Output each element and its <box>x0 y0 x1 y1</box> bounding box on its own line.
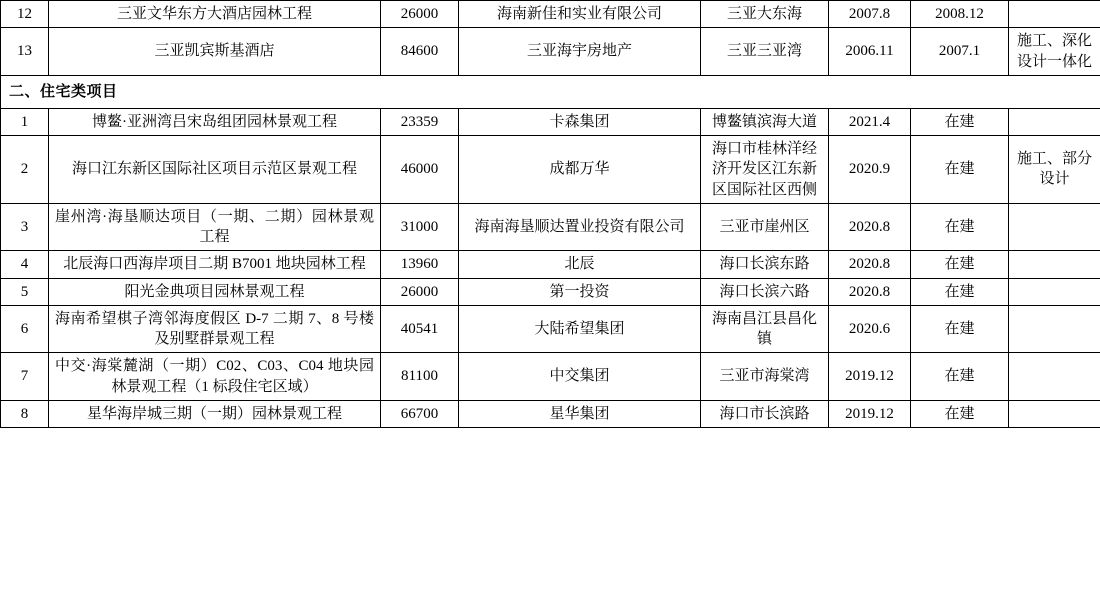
cell-project-name: 海南希望棋子湾邻海度假区 D-7 二期 7、8 号楼及别墅群景观工程 <box>49 305 381 353</box>
cell-area: 66700 <box>381 400 459 427</box>
cell-owner: 三亚海宇房地产 <box>459 28 701 76</box>
cell-project-name: 博鳌·亚洲湾吕宋岛组团园林景观工程 <box>49 108 381 135</box>
cell-start-date: 2020.8 <box>829 278 911 305</box>
cell-end-date: 2007.1 <box>911 28 1009 76</box>
cell-location: 海南昌江县昌化镇 <box>701 305 829 353</box>
cell-area: 26000 <box>381 1 459 28</box>
table-row <box>1 400 1100 427</box>
cell-area: 46000 <box>381 136 459 204</box>
cell-end-date: 在建 <box>911 278 1009 305</box>
cell-end-date: 在建 <box>911 203 1009 251</box>
cell-end-date: 在建 <box>911 400 1009 427</box>
cell-start-date: 2019.12 <box>829 353 911 401</box>
cell-owner: 中交集团 <box>459 353 701 401</box>
table-row <box>1 1 1100 28</box>
cell-area: 31000 <box>381 203 459 251</box>
cell-owner: 北辰 <box>459 251 701 278</box>
cell-owner: 大陆希望集团 <box>459 305 701 353</box>
cell-note <box>1009 251 1100 278</box>
cell-note <box>1009 203 1100 251</box>
cell-area: 84600 <box>381 28 459 76</box>
cell-note <box>1009 400 1100 427</box>
table-row <box>1 203 1100 251</box>
table-section-row <box>1 75 1100 108</box>
cell-project-name: 三亚凯宾斯基酒店 <box>49 28 381 76</box>
table-row <box>1 251 1100 278</box>
table-row <box>1 108 1100 135</box>
cell-start-date: 2007.8 <box>829 1 911 28</box>
cell-start-date: 2020.8 <box>829 203 911 251</box>
cell-note <box>1009 1 1100 28</box>
cell-location: 三亚市崖州区 <box>701 203 829 251</box>
cell-end-date: 在建 <box>911 353 1009 401</box>
cell-end-date: 2008.12 <box>911 1 1009 28</box>
cell-end-date: 在建 <box>911 251 1009 278</box>
table-row <box>1 136 1100 204</box>
section-heading: 二、住宅类项目 <box>1 75 1100 108</box>
cell-start-date: 2020.8 <box>829 251 911 278</box>
cell-note <box>1009 353 1100 401</box>
cell-area: 40541 <box>381 305 459 353</box>
cell-start-date: 2006.11 <box>829 28 911 76</box>
cell-note: 施工、部分设计 <box>1009 136 1100 204</box>
cell-owner: 海南新佳和实业有限公司 <box>459 1 701 28</box>
cell-project-name: 星华海岸城三期（一期）园林景观工程 <box>49 400 381 427</box>
cell-index: 4 <box>1 251 49 278</box>
cell-index: 12 <box>1 1 49 28</box>
cell-end-date: 在建 <box>911 108 1009 135</box>
cell-project-name: 中交·海棠麓湖（一期）C02、C03、C04 地块园林景观工程（1 标段住宅区域） <box>49 353 381 401</box>
cell-index: 1 <box>1 108 49 135</box>
cell-location: 海口市长滨路 <box>701 400 829 427</box>
table-row <box>1 278 1100 305</box>
cell-owner: 成都万华 <box>459 136 701 204</box>
cell-start-date: 2021.4 <box>829 108 911 135</box>
cell-owner: 第一投资 <box>459 278 701 305</box>
cell-index: 13 <box>1 28 49 76</box>
cell-start-date: 2020.6 <box>829 305 911 353</box>
cell-project-name: 崖州湾·海垦顺达项目（一期、二期）园林景观工程 <box>49 203 381 251</box>
cell-end-date: 在建 <box>911 136 1009 204</box>
cell-owner: 星华集团 <box>459 400 701 427</box>
project-table-body <box>1 1 1100 428</box>
table-row <box>1 305 1100 353</box>
table-row <box>1 28 1100 76</box>
cell-index: 3 <box>1 203 49 251</box>
cell-start-date: 2020.9 <box>829 136 911 204</box>
cell-location: 三亚三亚湾 <box>701 28 829 76</box>
cell-project-name: 阳光金典项目园林景观工程 <box>49 278 381 305</box>
cell-area: 23359 <box>381 108 459 135</box>
table-row <box>1 353 1100 401</box>
cell-note <box>1009 305 1100 353</box>
cell-project-name: 北辰海口西海岸项目二期 B7001 地块园林工程 <box>49 251 381 278</box>
cell-location: 海口长滨东路 <box>701 251 829 278</box>
cell-index: 5 <box>1 278 49 305</box>
cell-owner: 卡森集团 <box>459 108 701 135</box>
cell-project-name: 海口江东新区国际社区项目示范区景观工程 <box>49 136 381 204</box>
cell-location: 三亚大东海 <box>701 1 829 28</box>
cell-index: 2 <box>1 136 49 204</box>
cell-location: 博鳌镇滨海大道 <box>701 108 829 135</box>
cell-project-name: 三亚文华东方大酒店园林工程 <box>49 1 381 28</box>
cell-index: 6 <box>1 305 49 353</box>
cell-start-date: 2019.12 <box>829 400 911 427</box>
cell-area: 13960 <box>381 251 459 278</box>
cell-end-date: 在建 <box>911 305 1009 353</box>
cell-area: 26000 <box>381 278 459 305</box>
cell-location: 三亚市海棠湾 <box>701 353 829 401</box>
cell-index: 7 <box>1 353 49 401</box>
cell-index: 8 <box>1 400 49 427</box>
cell-owner: 海南海垦顺达置业投资有限公司 <box>459 203 701 251</box>
cell-note <box>1009 278 1100 305</box>
cell-area: 81100 <box>381 353 459 401</box>
cell-location: 海口长滨六路 <box>701 278 829 305</box>
cell-note <box>1009 108 1100 135</box>
cell-location: 海口市桂林洋经济开发区江东新区国际社区西侧 <box>701 136 829 204</box>
cell-note: 施工、深化设计一体化 <box>1009 28 1100 76</box>
